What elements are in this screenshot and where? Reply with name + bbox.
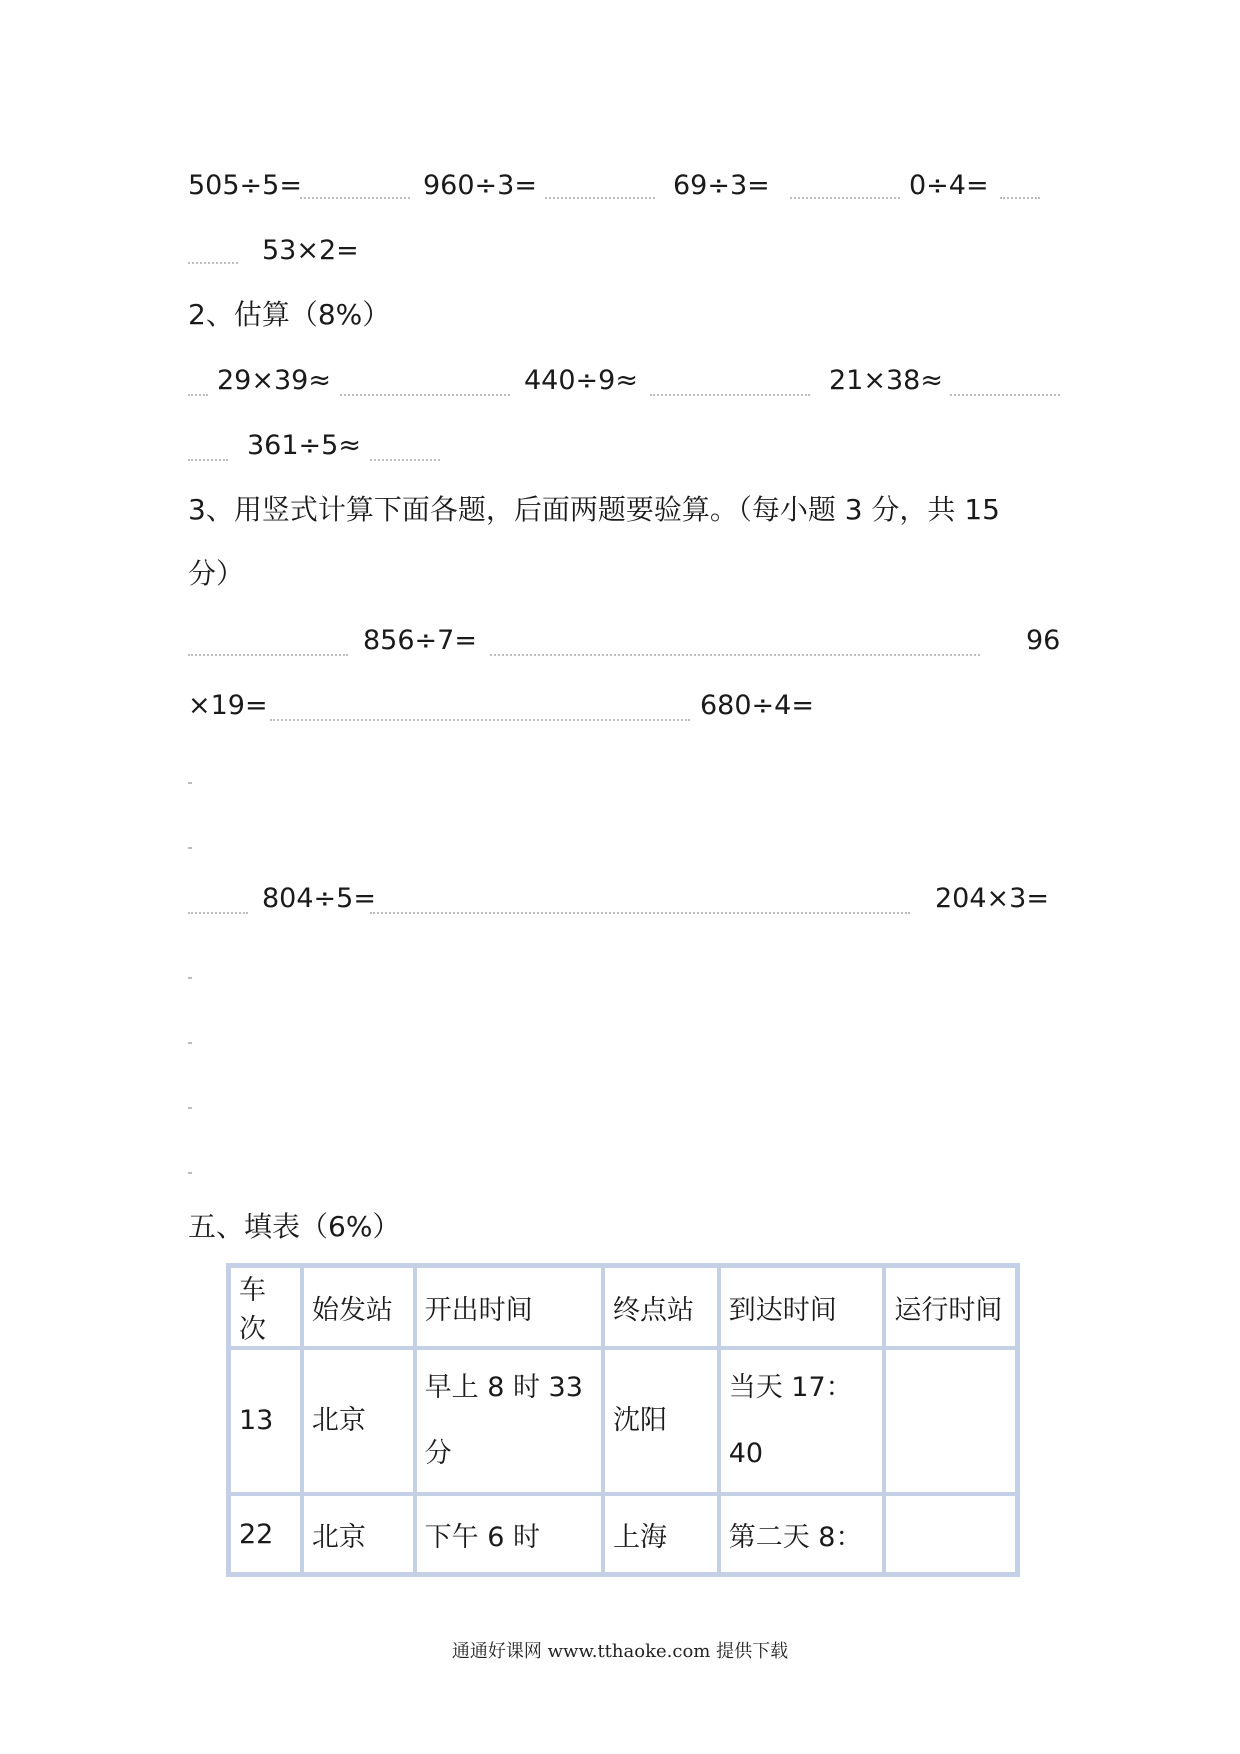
answer-dots xyxy=(370,910,910,914)
cell-arrival-time: 第二天 8： xyxy=(719,1494,885,1574)
answer-dots xyxy=(300,195,410,199)
cell-travel-time-blank[interactable] xyxy=(884,1494,1017,1574)
answer-dots xyxy=(340,392,510,396)
answer-dots xyxy=(545,195,655,199)
estimate-item-440-div-9: 440÷9≈ xyxy=(524,365,638,396)
section-heading-fill-table: 五、填表（6%） xyxy=(188,1210,401,1243)
answer-dots xyxy=(188,652,348,656)
answer-dots xyxy=(188,780,192,784)
answer-dots xyxy=(188,1105,192,1109)
cell-train-no: 13 xyxy=(229,1348,302,1494)
header-destination: 终点站 xyxy=(603,1266,719,1348)
vertical-calc-204-times-3: 204×3= xyxy=(935,883,1049,914)
cell-travel-time-blank[interactable] xyxy=(884,1348,1017,1494)
cell-train-no: 22 xyxy=(229,1494,302,1574)
answer-dots xyxy=(950,392,1060,396)
answer-dots xyxy=(188,1170,192,1174)
calc-item-960-div-3: 960÷3= xyxy=(423,170,537,201)
answer-dots xyxy=(188,392,208,396)
vertical-calc-times-19: ×19= xyxy=(188,690,268,721)
calc-item-505-div-5: 505÷5= xyxy=(188,170,302,201)
answer-dots xyxy=(1000,195,1040,199)
cell-destination: 沈阳 xyxy=(603,1348,719,1494)
answer-dots xyxy=(270,717,690,721)
cell-destination: 上海 xyxy=(603,1494,719,1574)
cell-origin: 北京 xyxy=(302,1348,415,1494)
header-arrival-time: 到达时间 xyxy=(719,1266,885,1348)
page-footer: 通通好课网 www.tthaoke.com 提供下载 xyxy=(451,1641,789,1662)
header-train-no: 车次 xyxy=(229,1266,302,1348)
cell-origin: 北京 xyxy=(302,1494,415,1574)
cell-departure-time: 下午 6 时 xyxy=(415,1494,603,1574)
answer-dots xyxy=(370,457,440,461)
cell-arrival-time: 当天 17：40 xyxy=(719,1348,885,1494)
vertical-calc-856-div-7: 856÷7= xyxy=(363,625,477,656)
calc-item-69-div-3: 69÷3= xyxy=(673,170,770,201)
answer-dots xyxy=(650,392,810,396)
header-travel-time: 运行时间 xyxy=(884,1266,1017,1348)
estimate-item-29-times-39: 29×39≈ xyxy=(217,365,331,396)
header-origin: 始发站 xyxy=(302,1266,415,1348)
answer-dots xyxy=(188,975,192,979)
section-heading-estimation: 2、估算（8%） xyxy=(188,298,391,331)
calc-item-0-div-4: 0÷4= xyxy=(909,170,989,201)
section-heading-vertical-calc: 3、用竖式计算下面各题，后面两题要验算。（每小题 3 分，共 15 xyxy=(188,493,1000,526)
vertical-calc-804-div-5: 804÷5= xyxy=(262,883,376,914)
answer-dots xyxy=(188,1040,192,1044)
estimate-item-21-times-38: 21×38≈ xyxy=(829,365,943,396)
train-schedule-table xyxy=(226,1263,1020,1577)
cell-departure-time: 早上 8 时 33 分 xyxy=(415,1348,603,1494)
table-row xyxy=(229,1348,1017,1494)
estimate-item-361-div-5: 361÷5≈ xyxy=(247,430,361,461)
answer-dots xyxy=(790,195,900,199)
answer-dots xyxy=(188,845,192,849)
answer-dots xyxy=(490,652,980,656)
section-heading-vertical-calc-cont: 分） xyxy=(188,557,245,590)
vertical-calc-680-div-4: 680÷4= xyxy=(700,690,814,721)
header-departure-time: 开出时间 xyxy=(415,1266,603,1348)
answer-dots xyxy=(188,910,248,914)
calc-item-53-times-2: 53×2= xyxy=(262,235,359,266)
table-row xyxy=(229,1494,1017,1574)
table-header-row xyxy=(229,1266,1017,1348)
answer-dots xyxy=(188,260,238,264)
vertical-calc-96: 96 xyxy=(1026,625,1061,656)
answer-dots xyxy=(188,457,228,461)
